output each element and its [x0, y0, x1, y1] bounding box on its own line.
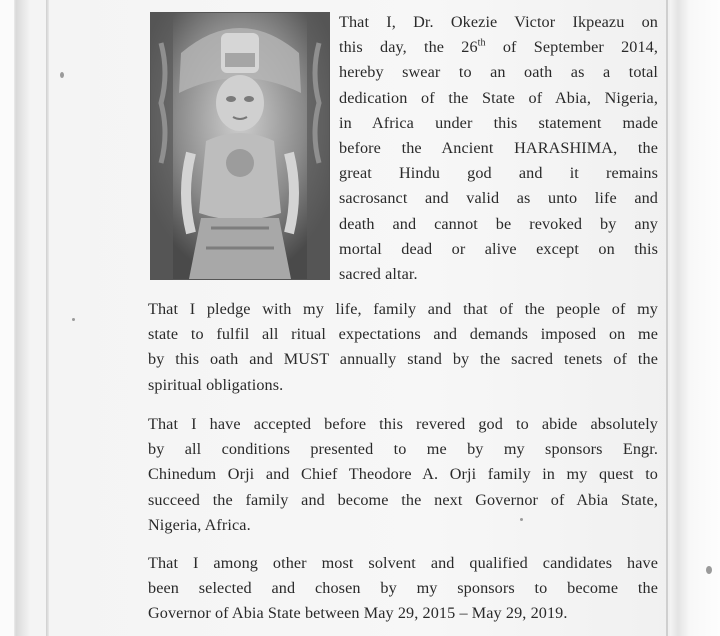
scan-speck: [520, 518, 523, 521]
scan-speck: [60, 72, 64, 78]
text-fragment: this day, the 26: [339, 38, 478, 57]
text-line: Chinedum Orji and Chief Theodore A. Orji family in my quest to: [148, 465, 658, 484]
text-line: before the Ancient HARASHIMA, the: [339, 139, 658, 158]
text-line: dedication of the State of Abia, Nigeria,: [339, 88, 658, 107]
text-line: sacrosanct and valid as unto life and: [339, 189, 658, 208]
deity-statue-image: [150, 12, 330, 280]
text-line: state to fulfil all ritual expectations and demands imposed on me: [148, 325, 658, 344]
text-line: been selected and chosen by my sponsors to become the: [148, 579, 658, 598]
text-fragment: of September 2014,: [485, 38, 658, 57]
text-line: succeed the family and become the next Governor of Abia State,: [148, 490, 658, 509]
text-line: great Hindu god and it remains: [339, 164, 658, 183]
text-line: by all conditions presented to me by my sponsors Engr.: [148, 440, 658, 459]
left-margin: [0, 0, 14, 636]
paper-fold-right: [666, 0, 668, 636]
ordinal-suffix: th: [477, 37, 486, 49]
text-line: Nigeria, Africa.: [148, 515, 251, 534]
scan-speck: [72, 318, 75, 321]
oath-paragraph-4: [148, 551, 658, 627]
text-line: That I have accepted before this revered god to abide absolutely: [148, 415, 658, 433]
text-line: in Africa under this statement made: [339, 113, 658, 132]
text-line: That I pledge with my life, family and that of the people of my: [148, 300, 658, 318]
text-line: sacred altar.: [339, 265, 418, 284]
right-margin: [670, 0, 720, 636]
text-line: hereby swear to an oath as a total: [339, 63, 658, 82]
text-line: That I among other most solvent and qualified candidates have: [148, 554, 658, 572]
text-line-with-date: [339, 35, 658, 60]
text-line: spiritual obligations.: [148, 375, 284, 394]
text-line: death and cannot be revoked by any: [339, 214, 658, 233]
paper-fold-left: [46, 0, 49, 636]
scan-speck: [706, 566, 712, 574]
oath-paragraph-1: [339, 10, 658, 287]
oath-paragraph-2: [148, 297, 658, 398]
text-line: Governor of Abia State between May 29, 2015 – May 29, 2019.: [148, 604, 568, 623]
oath-paragraph-3: [148, 412, 658, 538]
text-line: That I, Dr. Okezie Victor Ikpeazu on: [339, 13, 658, 31]
text-line: by this oath and MUST annually stand by the sacred tenets of the: [148, 350, 658, 369]
text-line: mortal dead or alive except on this: [339, 239, 658, 258]
